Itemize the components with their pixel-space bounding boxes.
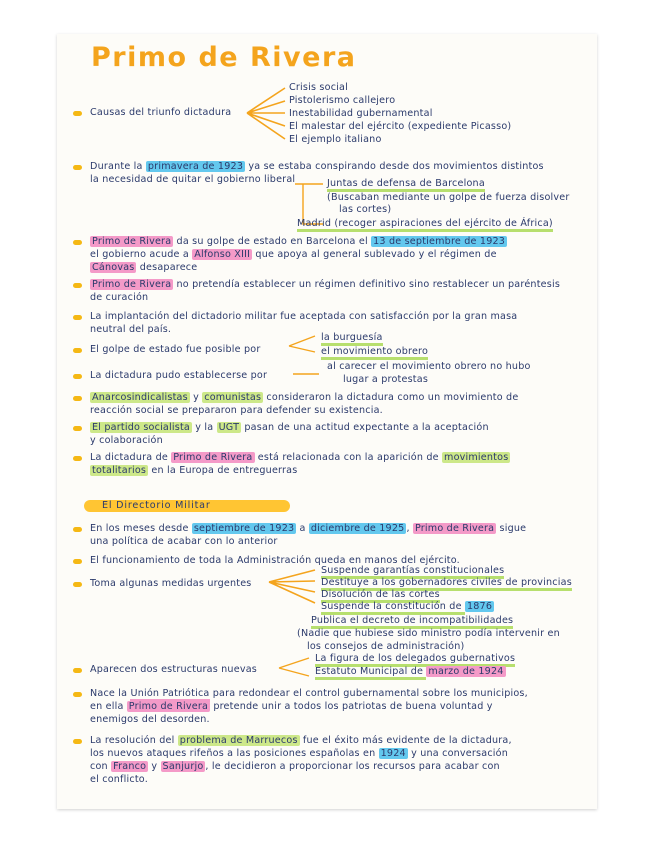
text-line: Madrid (recoger aspiraciones del ejército de África) — [297, 217, 553, 230]
bullet — [73, 739, 82, 744]
text-line: Anarcosindicalistas y comunistas consideraron la dictadura como un movimiento de — [92, 392, 519, 403]
text-line: la necesidad de quitar el gobierno liberal — [90, 174, 296, 185]
arrow-icon — [293, 370, 323, 378]
causa-item: Crisis social — [289, 82, 348, 93]
text-line: La resolución del problema de Marruecos fue el éxito más evidente de la dictadura, — [90, 735, 512, 746]
bracket-icon — [247, 84, 287, 144]
text-line: Primo de Rivera no pretendía establecer un régimen definitivo sino restablecer un paréntesis — [92, 279, 561, 290]
text-line: y colaboración — [90, 435, 163, 446]
bullet — [73, 426, 82, 431]
bullet — [73, 559, 82, 564]
text-line: la burguesía — [321, 331, 383, 344]
bullet — [73, 374, 82, 379]
causa-item: El ejemplo italiano — [289, 134, 382, 145]
text-line: Estatuto Municipal de marzo de 1924 — [315, 665, 506, 678]
text-line: Publica el decreto de incompatibilidades — [311, 614, 513, 627]
text-line: Durante la primavera de 1923 ya se estaba conspirando desde dos movimientos distintos — [90, 161, 544, 172]
text-line: reacción social se prepararon para defender su existencia. — [90, 405, 383, 416]
text-line: El golpe de estado fue posible por — [90, 344, 261, 355]
bullet — [73, 315, 82, 320]
section-heading: El Directorio Militar — [84, 500, 290, 512]
text-line: totalitarios en la Europa de entreguerras — [92, 465, 298, 476]
text-line: el gobierno acude a Alfonso XIII que apoya al general sublevado y el régimen de — [90, 249, 497, 260]
text-line: Suspende garantías constitucionales — [321, 564, 504, 577]
text-line: Cánovas desaparece — [92, 262, 198, 273]
page-title: Primo de Rivera — [91, 42, 357, 73]
text-line: Primo de Rivera da su golpe de estado en Barcelona el 13 de septiembre de 1923 — [92, 236, 506, 247]
text-line: al carecer el movimiento obrero no hubo — [327, 361, 531, 372]
text-line: Toma algunas medidas urgentes — [90, 578, 252, 589]
text-line: El funcionamiento de toda la Administración queda en manos del ejército. — [90, 555, 460, 566]
text-line: El partido socialista y la UGT pasan de una actitud expectante a la aceptación — [92, 422, 489, 433]
text-line: En los meses desde septiembre de 1923 a diciembre de 1925 , Primo de Rivera sigue — [90, 523, 527, 534]
text-line: (Buscaban mediante un golpe de fuerza disolver — [327, 192, 570, 203]
bullet — [73, 165, 82, 170]
bullet — [73, 111, 82, 116]
text-line: Aparecen dos estructuras nuevas — [90, 664, 257, 675]
text-line: Nace la Unión Patriótica para redondear el control gubernamental sobre los municipios, — [90, 687, 528, 700]
bracket-icon — [269, 568, 319, 616]
causa-item: El malestar del ejército (expediente Picasso) — [289, 121, 512, 132]
text-line: Suspende la constitución de 1876 — [321, 600, 494, 613]
text-line: de curación — [90, 292, 149, 303]
bullet — [73, 527, 82, 532]
causa-item: Pistolerismo callejero — [289, 95, 396, 106]
text-line: los nuevos ataques rifeños a las posiciones españolas en 1924 y una conversación — [90, 748, 509, 759]
text-line: las cortes) — [339, 204, 392, 215]
text-line: lugar a protestas — [343, 374, 429, 385]
bracket-icon — [289, 334, 319, 358]
text-line: los consejos de administración) — [307, 641, 465, 652]
text-line: una política de acabar con lo anterior — [90, 536, 278, 547]
text-line: La dictadura pudo establecerse por — [90, 370, 268, 381]
bullet — [73, 692, 82, 697]
text-line: Destituye a los gobernadores civiles de provincias — [321, 576, 572, 589]
text-line: con Franco y Sanjurjo , le decidieron a proporcionar los recursos para acabar con — [90, 761, 500, 772]
bracket-icon — [279, 656, 313, 680]
notebook-page — [57, 34, 597, 809]
bullet — [73, 668, 82, 673]
text-line: el movimiento obrero — [321, 345, 428, 358]
bullet — [73, 396, 82, 401]
bullet — [73, 240, 82, 245]
text-line: en ella Primo de Rivera pretende unir a todos los patriotas de buena voluntad y — [90, 701, 493, 712]
causas-label: Causas del triunfo dictadura — [90, 107, 232, 118]
text-line: La dictadura de Primo de Rivera está relacionada con la aparición de movimientos — [90, 452, 509, 463]
text-line: el conflicto. — [90, 774, 148, 785]
causa-item: Inestabilidad gubernamental — [289, 108, 433, 119]
text-line: neutral del país. — [90, 324, 172, 335]
bullet — [73, 283, 82, 288]
text-line: (Nadie que hubiese sido ministro podía intervenir en — [297, 628, 560, 639]
text-line: La implantación del dictadorio militar fue aceptada con satisfacción por la gran masa — [90, 311, 518, 322]
bullet — [73, 582, 82, 587]
text-line: La figura de los delegados gubernativos — [315, 652, 515, 665]
text-line: enemigos del desorden. — [90, 714, 210, 725]
bullet — [73, 456, 82, 461]
text-line: Juntas de defensa de Barcelona — [327, 177, 485, 190]
text-line: Disolución de las cortes — [321, 588, 440, 601]
bullet — [73, 348, 82, 353]
